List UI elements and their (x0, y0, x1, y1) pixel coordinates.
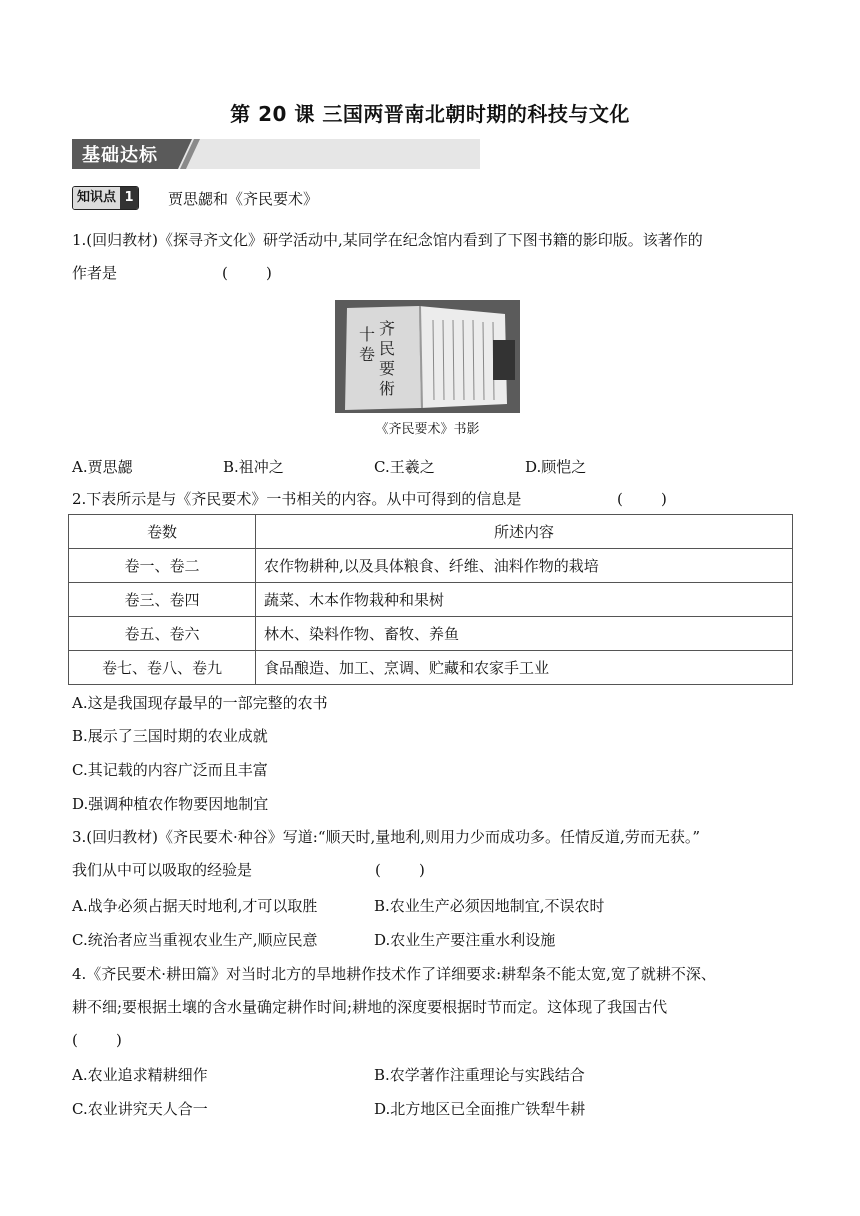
q3-stem-line1: 3.(回归教材)《齐民要术·种谷》写道:“顺天时,量地利,则用力少而成功多。任情反道,劳而无获。” (72, 828, 700, 846)
q1-option-a: A.贾思勰 (72, 458, 133, 476)
q2-option-c: C.其记载的内容广泛而且丰富 (72, 761, 268, 779)
q1-stem-line2 (72, 262, 792, 284)
q4-option-a: A.农业追求精耕细作 (72, 1066, 208, 1084)
q4-answer-bracket: ( ) (72, 1031, 122, 1049)
q3-option-a: A.战争必须占据天时地利,才可以取胜 (72, 897, 318, 915)
knowledge-point-badge (72, 186, 139, 210)
q1-answer-bracket: ( ) (222, 264, 272, 282)
table-header-volume: 卷数 (69, 515, 256, 549)
q3-option-d: D.农业生产要注重水利设施 (374, 931, 556, 949)
table-row (69, 549, 793, 583)
table-cell-content: 食品酿造、加工、烹调、贮藏和农家手工业 (256, 651, 793, 685)
table-row (69, 617, 793, 651)
q4-stem-line2: 耕不细;要根据土壤的含水量确定耕作时间;耕地的深度要根据时节而定。这体现了我国古代 (72, 998, 668, 1016)
q2-option-a: A.这是我国现存最早的一部完整的农书 (72, 694, 328, 712)
figure-caption: 《齐民要术》书影 (375, 422, 480, 437)
q1-stem-line1: 1.(回归教材)《探寻齐文化》研学活动中,某同学在纪念馆内看到了下图书籍的影印版。该著作的 (72, 231, 703, 249)
section-banner-label: 基础达标 (82, 145, 158, 166)
q2-stem-text: 2.下表所示是与《齐民要术》一书相关的内容。从中可得到的信息是 (72, 490, 522, 508)
q3-option-b: B.农业生产必须因地制宜,不误农时 (374, 897, 605, 915)
svg-text:十: 十 (359, 325, 376, 344)
q1-option-b: B.祖冲之 (223, 458, 284, 476)
knowledge-point-number: 1 (120, 187, 138, 209)
q3-answer-bracket: ( ) (375, 861, 425, 879)
table-cell-content: 林木、染料作物、畜牧、养鱼 (256, 617, 793, 651)
table-row (69, 651, 793, 685)
q2-answer-bracket: ( ) (617, 490, 667, 508)
knowledge-point-label: 知识点 (73, 187, 120, 209)
table-cell-volume: 卷一、卷二 (69, 549, 256, 583)
q4-stem-line1: 4.《齐民要术·耕田篇》对当时北方的旱地耕作技术作了详细要求:耕犁条不能太宽,宽了就耕不深、 (72, 965, 716, 983)
table-cell-content: 农作物耕种,以及具体粮食、纤维、油料作物的栽培 (256, 549, 793, 583)
table-cell-volume: 卷五、卷六 (69, 617, 256, 651)
q3-stem-line2 (72, 859, 792, 881)
svg-text:要: 要 (379, 359, 396, 378)
q3-option-c: C.统治者应当重视农业生产,顺应民意 (72, 931, 318, 949)
svg-text:民: 民 (379, 339, 396, 358)
page-title: 第 20 课 三国两晋南北朝时期的科技与文化 (230, 102, 630, 126)
table-cell-content: 蔬菜、木本作物栽种和果树 (256, 583, 793, 617)
q1-option-c: C.王羲之 (374, 458, 435, 476)
q2-option-d: D.强调种植农作物要因地制宜 (72, 795, 269, 813)
q1-stem-text: 作者是 (72, 264, 118, 282)
svg-text:術: 術 (379, 379, 396, 398)
q4-option-c: C.农业讲究天人合一 (72, 1100, 208, 1118)
q2-stem (72, 488, 792, 510)
svg-text:齐: 齐 (379, 319, 396, 338)
q2-option-b: B.展示了三国时期的农业成就 (72, 727, 268, 745)
q1-option-d: D.顾恺之 (525, 458, 587, 476)
knowledge-point-title: 贾思勰和《齐民要术》 (168, 190, 319, 208)
svg-text:卷: 卷 (359, 345, 376, 364)
table-cell-volume: 卷三、卷四 (69, 583, 256, 617)
table-cell-volume: 卷七、卷八、卷九 (69, 651, 256, 685)
q4-option-d: D.北方地区已全面推广铁犁牛耕 (374, 1100, 586, 1118)
q3-stem-text: 我们从中可以吸取的经验是 (72, 861, 253, 879)
q4-option-b: B.农学著作注重理论与实践结合 (374, 1066, 585, 1084)
table-header-row (69, 515, 793, 549)
table-header-content: 所述内容 (256, 515, 793, 549)
table-row (69, 583, 793, 617)
book-photo (335, 300, 520, 413)
q2-table (68, 514, 793, 685)
